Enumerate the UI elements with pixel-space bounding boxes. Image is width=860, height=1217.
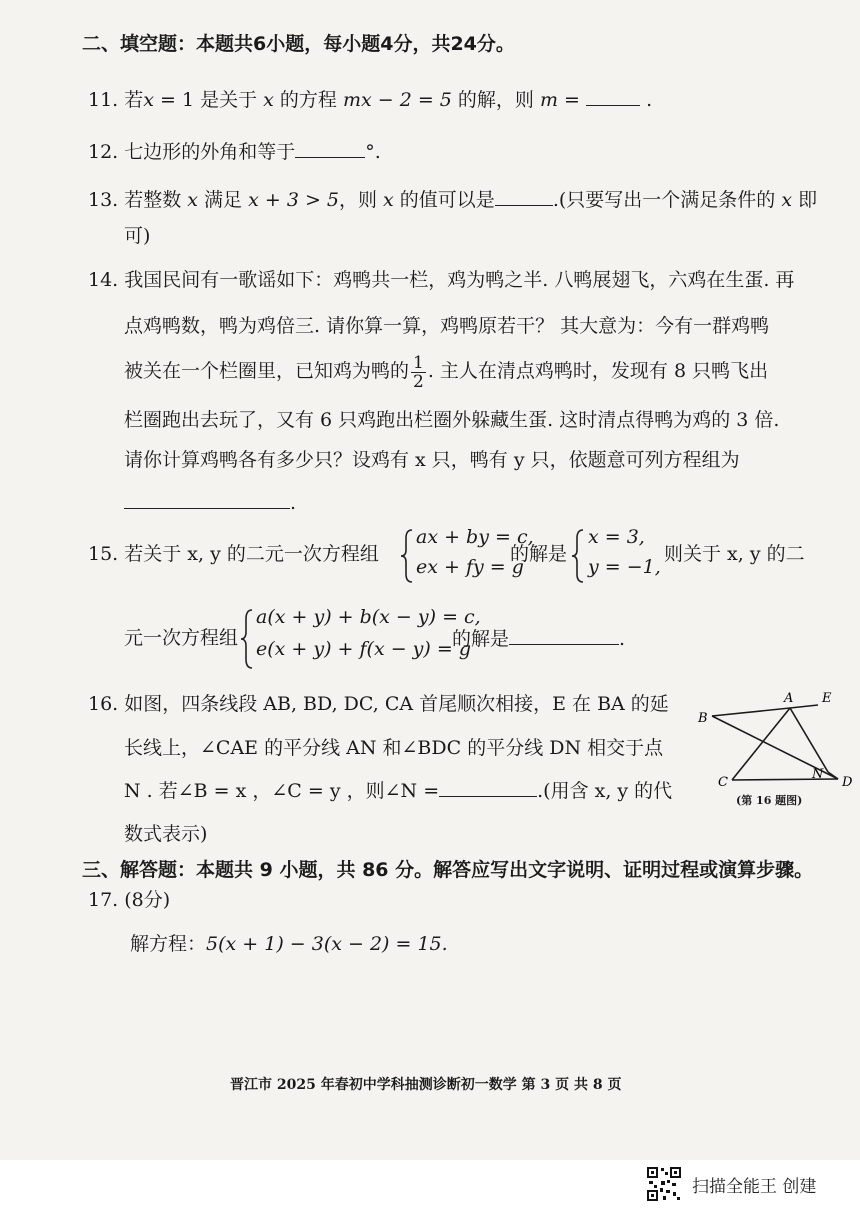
brace-system-1: [400, 528, 414, 584]
question-14-line1: 14. 我国民间有一歌谣如下：鸡鸭共一栏，鸡为鸭之半. 八鸭展翅飞，六鸡在生蛋. 再: [88, 269, 795, 291]
question-17-title: 17. (8分): [88, 889, 171, 911]
label-C: C: [718, 775, 728, 790]
label-N: N: [812, 767, 824, 782]
section-2-title: 二、填空题：本题共6小题，每小题4分，共24分。: [82, 33, 515, 55]
answer-blank-13: [495, 185, 553, 206]
answer-blank-12: [295, 137, 365, 158]
system1-eq2: ex + fy = g: [416, 556, 524, 578]
answer-blank-14: [124, 488, 290, 509]
question-14-line5: 请你计算鸡鸭各有多少只？设鸡有 x 只，鸭有 y 只，依题意可列方程组为: [124, 449, 740, 471]
page-footer: 晋江市 2025 年春初中学科抽测诊断初一数学 第 3 页 共 8 页: [230, 1077, 622, 1093]
qr-code-icon: [646, 1166, 682, 1202]
solution-eq2: y = −1,: [588, 556, 661, 578]
question-14-line6: .: [124, 488, 296, 517]
brace-solution: [571, 528, 585, 584]
question-13-line2: 可): [124, 225, 151, 247]
question-15-line1-c: 则关于 x, y 的二: [664, 543, 805, 565]
scanner-watermark: 扫描全能王 创建: [692, 1177, 817, 1197]
fraction-one-half: $\frac{1}{2}$: [413, 352, 424, 392]
question-14-line2: 点鸡鸭数，鸭为鸡倍三. 请你算一算，鸡鸭原若干？ 其大意为：今有一群鸡鸭: [124, 315, 770, 337]
question-16-line1: 16. 如图，四条线段 AB, BD, DC, CA 首尾顺次相接，E 在 BA 的延: [88, 693, 669, 715]
answer-blank-11: [586, 85, 640, 106]
answer-blank-16: [439, 776, 537, 797]
system2-eq1: a(x + y) + b(x − y) = c,: [256, 606, 481, 628]
brace-system-2: [240, 608, 254, 670]
question-15-line1-a: 15. 若关于 x, y 的二元一次方程组: [88, 543, 379, 565]
question-16-line4: 数式表示): [124, 823, 208, 845]
question-13: 13. 若整数 x 满足 x + 3 > 5，则 x 的值可以是 .(只要写出一个满足条件的 x 即: [88, 185, 817, 214]
question-14-line3: 被关在一个栏圈里，已知鸡为鸭的 $\frac{1}{2}$ . 主人在清点鸡鸭时，发现有 8 只鸭飞出: [124, 352, 769, 392]
figure-caption-16: (第 16 题图): [736, 794, 803, 807]
question-16-line2: 长线上，∠CAE 的平分线 AN 和∠BDC 的平分线 DN 相交于点: [124, 737, 664, 759]
label-E: E: [822, 691, 832, 706]
question-12: 12. 七边形的外角和等于 °.: [88, 137, 381, 166]
question-15-line1-b: 的解是: [510, 543, 568, 565]
question-15-line2-a: 元一次方程组: [124, 627, 239, 649]
solution-eq1: x = 3,: [588, 526, 645, 548]
section-3-title: 三、解答题：本题共 9 小题，共 86 分。解答应写出文字说明、证明过程或演算步骤。: [82, 859, 814, 881]
question-14-line4: 栏圈跑出去玩了，又有 6 只鸡跑出栏圈外躲藏生蛋. 这时清点得鸭为鸡的 3 倍.: [124, 409, 780, 431]
question-16-line3: N . 若∠B = x ，∠C = y ，则∠N = .(用含 x, y 的代: [124, 776, 672, 805]
system1-eq1: ax + by = c,: [416, 526, 534, 548]
label-A: A: [784, 691, 794, 706]
geometry-figure-16: [692, 686, 856, 790]
question-11: 11. 若x = 1 是关于 x 的方程 mx − 2 = 5 的解，则 m = .: [88, 85, 652, 114]
system2-eq2: e(x + y) + f(x − y) = g: [256, 638, 471, 660]
question-15-line2-b: 的解是 .: [452, 624, 625, 653]
question-17-equation: 解方程：5(x + 1) − 3(x − 2) = 15.: [130, 933, 448, 955]
label-B: B: [698, 711, 708, 726]
answer-blank-15: [509, 624, 619, 645]
label-D: D: [842, 775, 853, 790]
